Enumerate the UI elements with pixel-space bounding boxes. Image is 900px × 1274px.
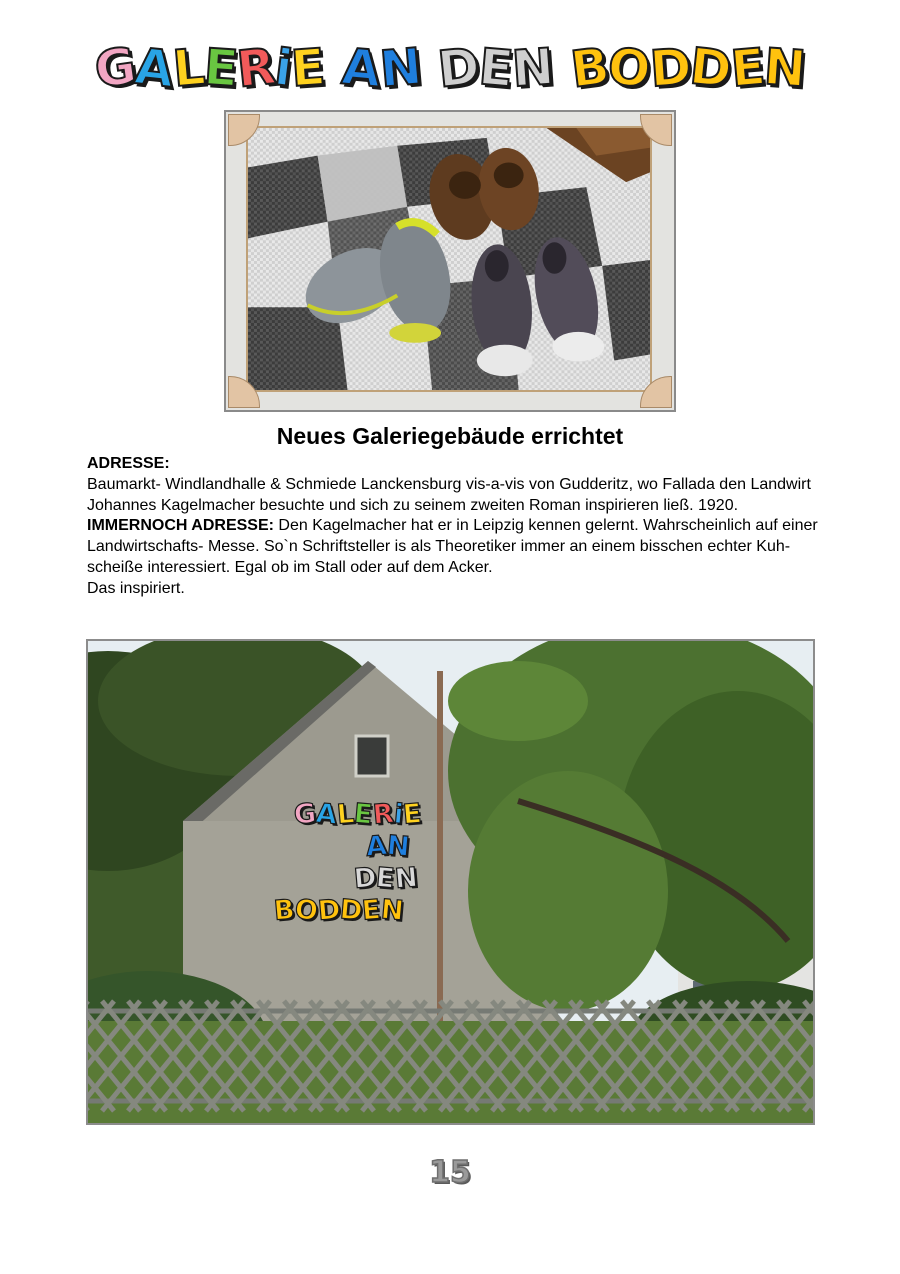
masthead-word bbox=[339, 37, 423, 99]
wall-logo-letter: O bbox=[293, 894, 319, 927]
wall-logo-line bbox=[292, 798, 423, 831]
wall-logo-letter: R bbox=[371, 798, 395, 831]
wall-logo-letter: E bbox=[401, 798, 423, 831]
masthead-letter: R bbox=[234, 37, 278, 99]
address-label-2: IMMERNOCH ADRESSE: bbox=[87, 517, 274, 535]
wall-logo-letter: D bbox=[316, 894, 342, 927]
masthead-letter: E bbox=[201, 37, 240, 99]
wall-logo-letter: G bbox=[292, 798, 318, 831]
masthead-word bbox=[91, 36, 326, 100]
wall-logo-letter: D bbox=[338, 894, 364, 927]
wall-gallery-logo bbox=[272, 798, 434, 941]
masthead-letter: N bbox=[377, 37, 423, 99]
wall-logo-line bbox=[352, 862, 419, 895]
masthead-letter: E bbox=[728, 37, 767, 99]
masthead-letter: E bbox=[288, 37, 326, 99]
photo-shoes-image bbox=[246, 126, 652, 392]
wall-logo-letter: L bbox=[335, 798, 356, 831]
masthead-letter: D bbox=[687, 37, 734, 99]
masthead-letter: N bbox=[510, 37, 555, 99]
masthead-word bbox=[435, 37, 555, 99]
article-closing: Das inspiriert. bbox=[87, 579, 185, 597]
masthead-letter: G bbox=[91, 36, 140, 100]
masthead-letter: A bbox=[132, 37, 176, 99]
wall-logo-letter: i bbox=[392, 798, 405, 831]
masthead-letter: B bbox=[567, 36, 612, 100]
shoes-photo-graphic bbox=[248, 128, 650, 390]
masthead-word bbox=[567, 36, 807, 100]
wall-logo-letter: E bbox=[352, 798, 375, 831]
wall-logo-letter: N bbox=[379, 894, 405, 927]
wall-logo-letter: D bbox=[352, 862, 378, 895]
masthead-letter: O bbox=[605, 37, 653, 99]
wall-logo-letter: N bbox=[385, 830, 411, 863]
masthead-letter: E bbox=[476, 37, 515, 99]
article-headline: Neues Galeriegebäude errichtet bbox=[276, 423, 624, 449]
masthead-letter: N bbox=[761, 37, 807, 99]
article-paragraph bbox=[87, 475, 827, 579]
wall-logo-letter: B bbox=[272, 894, 296, 927]
masthead-letter: i bbox=[271, 38, 295, 98]
masthead-logo bbox=[85, 28, 815, 108]
article-text-2: Den Kagelmacher hat er in Leipzig kennen gelernt. Wahrscheinlich auf einer Landwirtschafts- Messe. So`n Schriftsteller is als Theoretiker immer an einem bisschen echter Kuh-scheiße interessiert. Egal ob im Stall oder auf dem Acker. bbox=[87, 517, 818, 576]
page-number: 15 bbox=[429, 1155, 471, 1190]
wall-logo-letter: A bbox=[314, 798, 339, 831]
masthead-letter: D bbox=[435, 37, 482, 99]
address-label: ADRESSE: bbox=[87, 455, 170, 472]
wall-logo-letter: N bbox=[393, 862, 419, 895]
wall-logo-letter: A bbox=[364, 830, 389, 863]
masthead-letter: A bbox=[339, 37, 383, 99]
article-body bbox=[87, 454, 827, 600]
building-photo-graphic bbox=[88, 641, 813, 1123]
wall-logo-letter: E bbox=[361, 894, 383, 927]
article-text-1: Baumarkt- Windlandhalle & Schmiede Lanckensburg vis-a-vis von Gudderitz, wo Fallada den Landwirt Johannes Kagelmacher besuchte und sich zu seinem zweiten Roman inspirieren ließ. 1920. bbox=[87, 475, 811, 514]
wall-logo-line bbox=[272, 894, 405, 927]
photo-shoes bbox=[224, 110, 676, 412]
photo-gallery-building bbox=[86, 639, 815, 1125]
wall-logo-letter: E bbox=[375, 862, 397, 895]
masthead-letter: L bbox=[170, 37, 207, 99]
masthead-letter: D bbox=[647, 37, 693, 99]
wall-logo-line bbox=[364, 830, 411, 863]
